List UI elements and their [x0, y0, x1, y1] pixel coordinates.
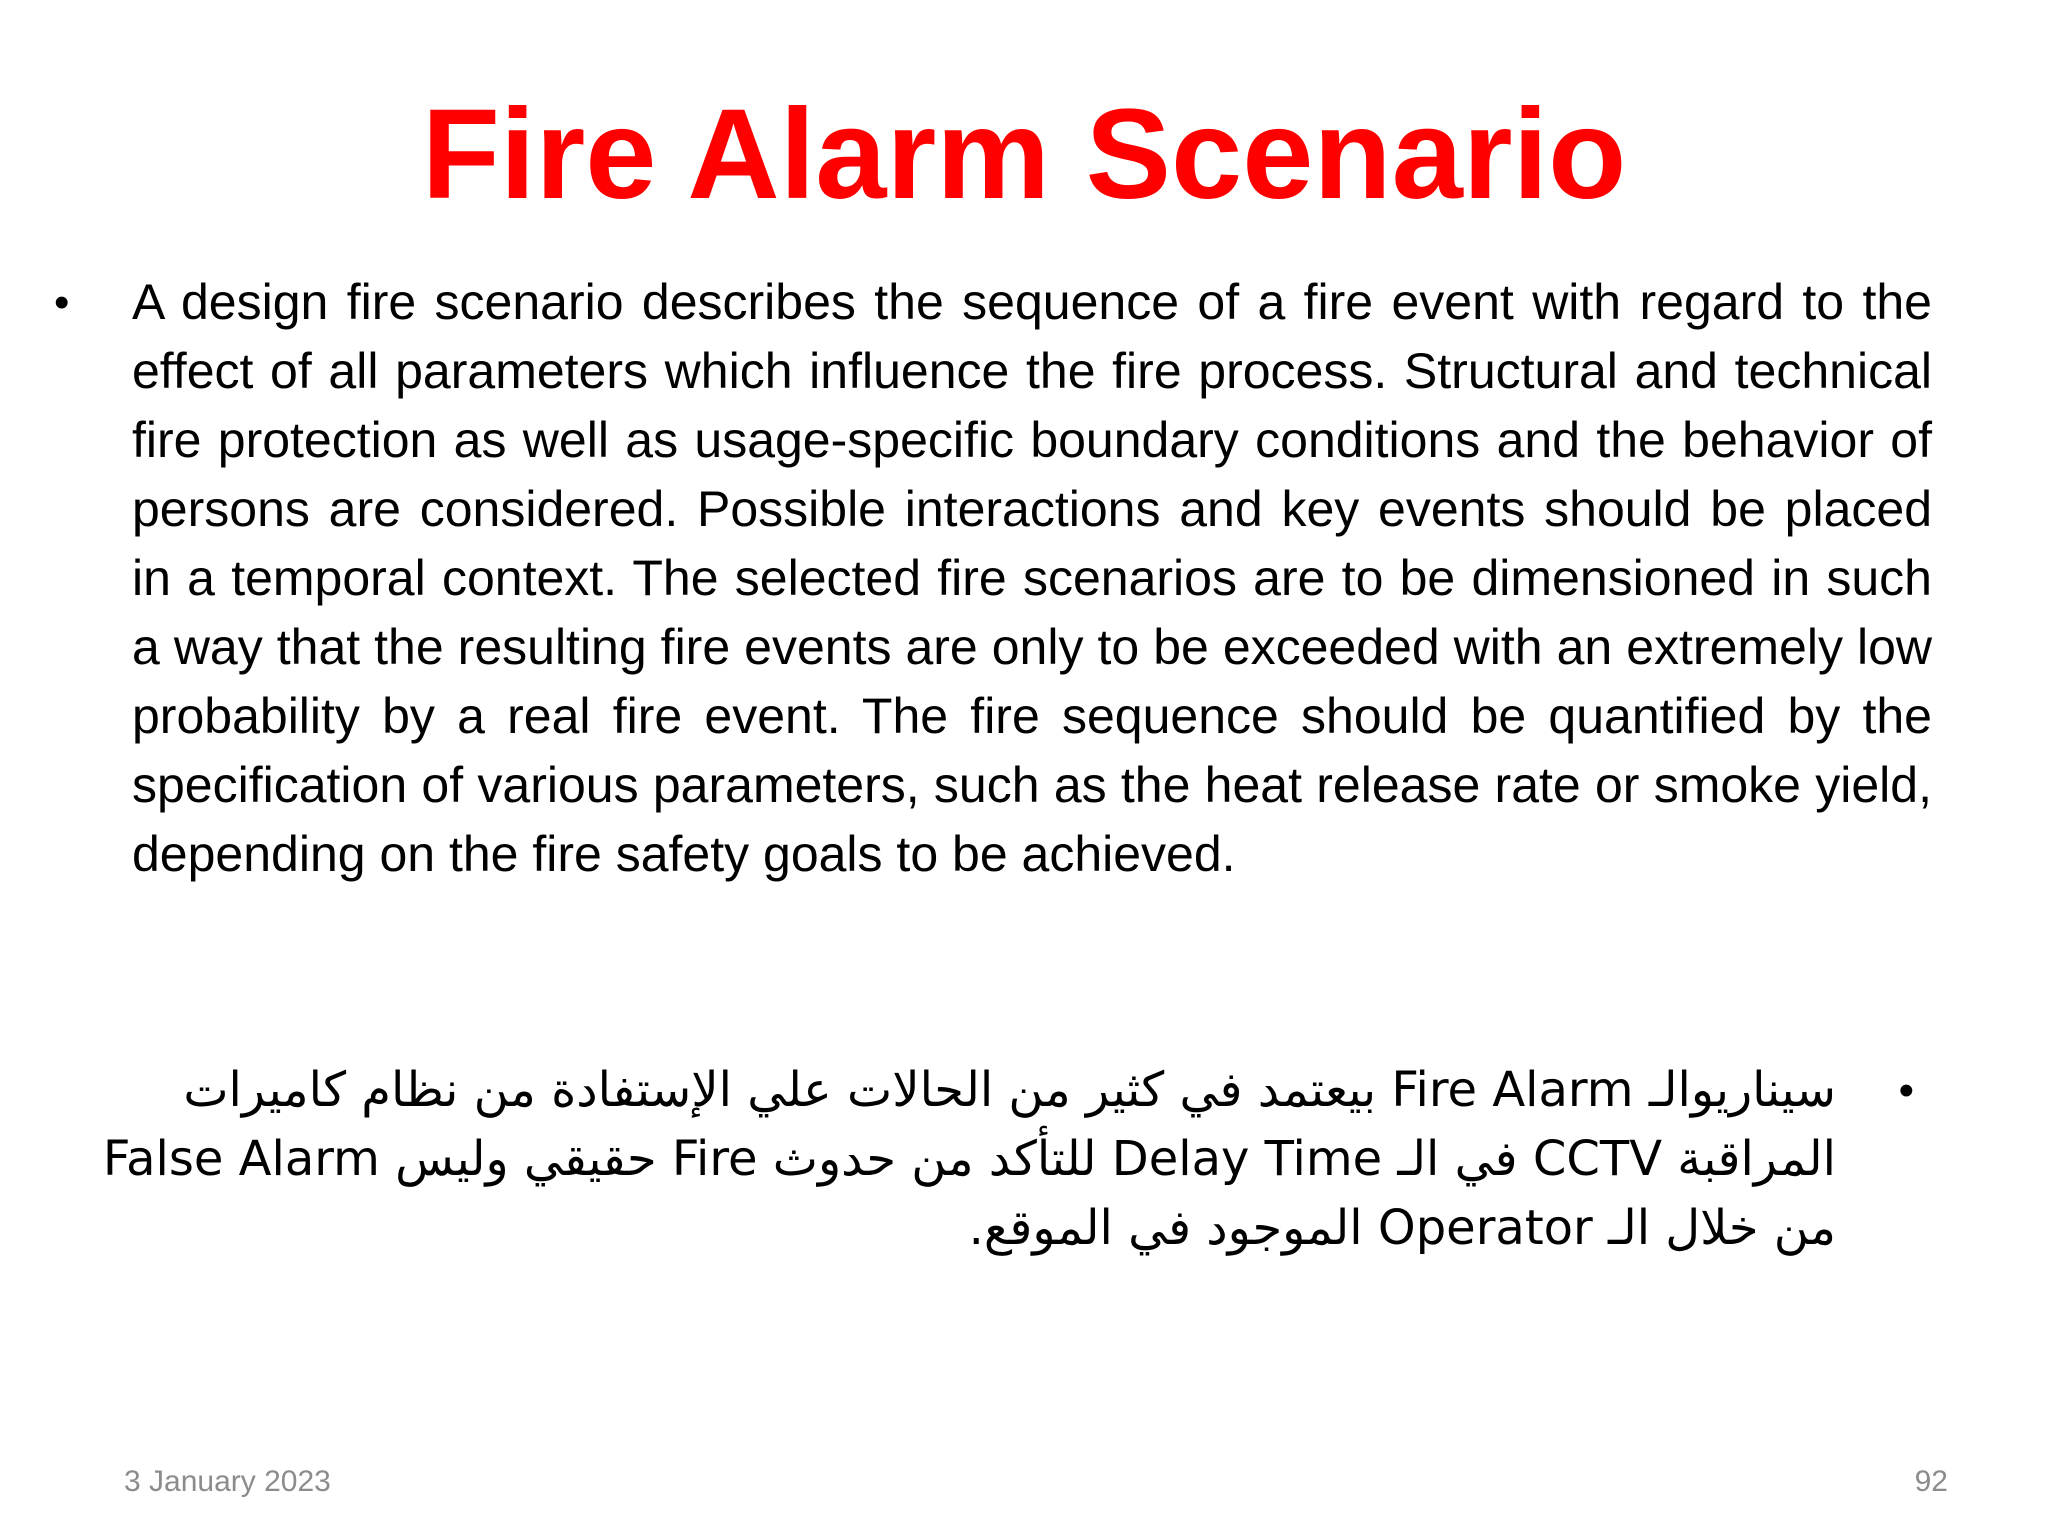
bullet-item-english — [54, 268, 1934, 889]
bullet-icon: • — [1898, 1066, 1914, 1115]
bullet-icon: • — [54, 278, 70, 327]
footer-date: 3 January 2023 — [124, 1465, 331, 1498]
bullet-item-arabic — [54, 1056, 1914, 1263]
page-number: 92 — [1914, 1465, 1948, 1498]
slide-title: Fire Alarm Scenario — [421, 83, 1627, 226]
bullet-text-arabic: سيناريوالـ Fire Alarm بيعتمد في كثير من الحالات علي الإستفادة من نظام كاميرات المراقبة CCTV في الـ Delay Time للتأكد من حدوث Fire حقيقي وليس False Alarm من خلال الـ Operator الموجود في الموقع. — [102, 1062, 1836, 1256]
bullet-text-english: A design fire scenario describes the sequence of a fire event with regard to the effect of all parameters which influence the fire process. Structural and technical fire protection as well as usage-specific boundary conditions and the behavior of persons are considered. Possible interactions and key events should be placed in a temporal context. The selected fire scenarios are to be dimensioned in such a way that the resulting fire events are only to be exceeded with an extremely low probability by a real fire event. The fire sequence should be quantified by the specification of various parameters, such as the heat release rate or smoke yield, depending on the fire safety goals to be achieved. — [132, 274, 1932, 882]
